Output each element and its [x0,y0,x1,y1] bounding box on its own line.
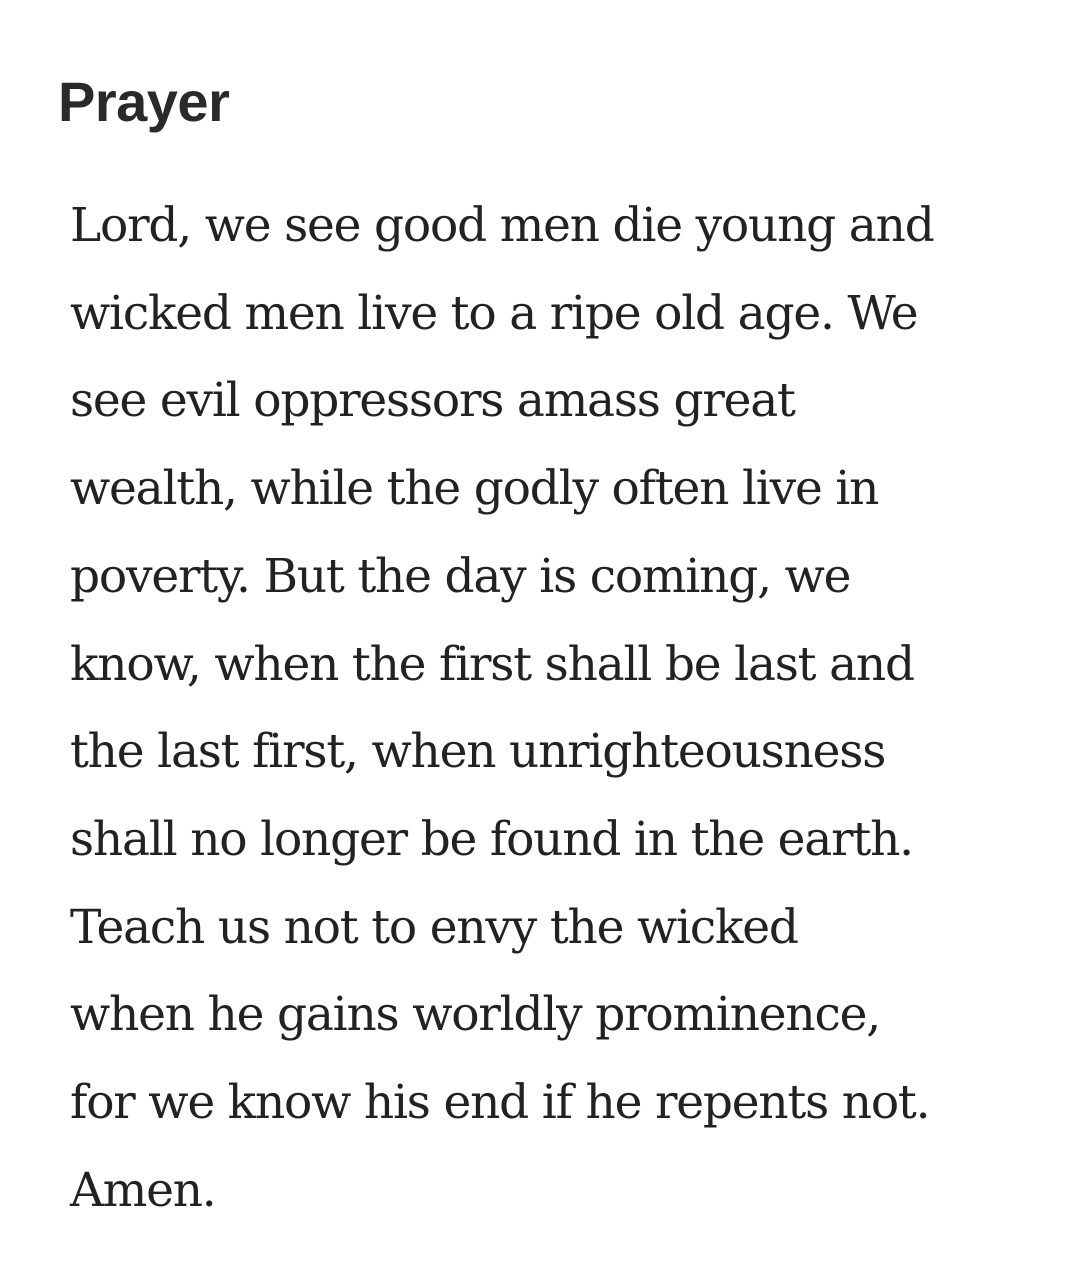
page-title: Prayer [58,70,230,133]
text-line: Teach us not to envy the wicked [70,899,798,955]
text-line: see evil oppressors amass great [70,373,795,429]
text-line: wicked men live to a ripe old age. We [70,285,918,341]
text-line: know, when the first shall be last and [70,636,914,692]
text-line: Amen. [70,1162,216,1218]
prayer-text [70,182,1060,1234]
text-line: wealth, while the godly often live in [70,461,879,517]
text-line: Lord, we see good men die young and [70,198,934,253]
text-line: when he gains worldly prominence, [70,987,880,1043]
text-line: poverty. But the day is coming, we [70,548,851,604]
text-line: shall no longer be found in the earth. [70,811,913,867]
text-line: the last first, when unrighteousness [70,724,886,780]
text-line: for we know his end if he repents not. [70,1075,930,1131]
